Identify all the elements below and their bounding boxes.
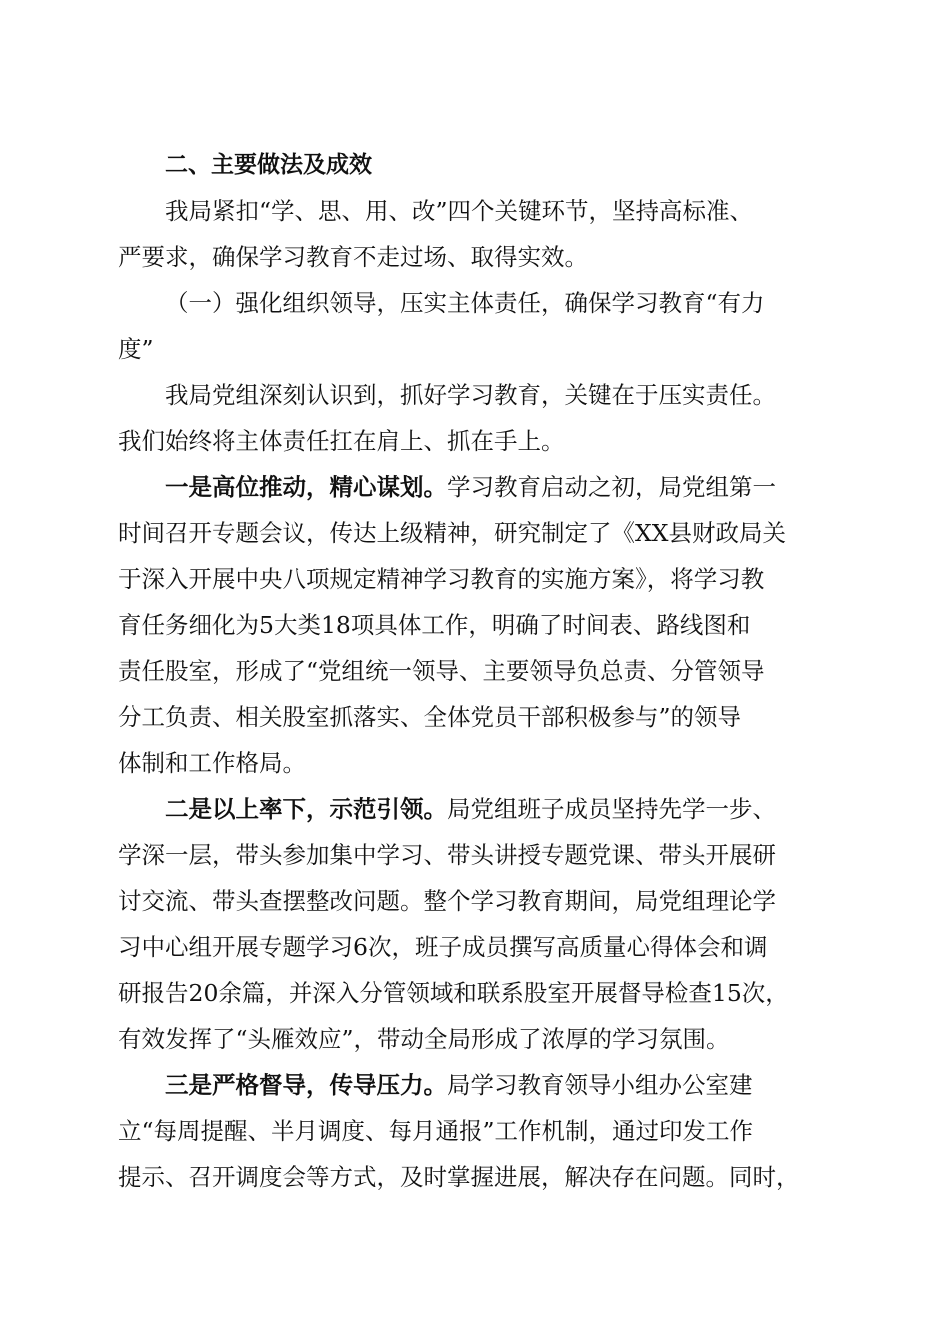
text-line: 我局党组深刻认识到，抓好学习教育，关键在于压实责任。 <box>165 381 776 409</box>
text-line: 分工负责、相关股室抓落实、全体党员干部积极参与”的领导 <box>118 703 742 731</box>
text-line: 于深入开展中央八项规定精神学习教育的实施方案》，将学习教 <box>118 565 765 593</box>
text-line <box>118 1062 830 1108</box>
text-line: （一）强化组织领导，压实主体责任，确保学习教育“有力 <box>165 289 765 317</box>
document-body <box>118 142 830 1200</box>
paragraph-supervision <box>118 1062 830 1200</box>
text-line: 度” <box>118 335 154 363</box>
text-line: 研报告20余篇，并深入分管领域和联系股室开展督导检查15次， <box>118 979 789 1007</box>
text-line: 有效发挥了“头雁效应”，带动全局形成了浓厚的学习氛围。 <box>118 1025 730 1053</box>
paragraph-high-level <box>118 464 830 786</box>
text-line: 学深一层，带头参加集中学习、带头讲授专题党课、带头开展研 <box>118 841 776 869</box>
paragraph-lead: 二是以上率下，示范引领。 <box>165 795 447 823</box>
text-line <box>118 464 830 510</box>
intro-paragraph <box>118 188 830 280</box>
paragraph-lead-by-example <box>118 786 830 1062</box>
text-line: 提示、召开调度会等方式，及时掌握进展，解决存在问题。同时， <box>118 1163 800 1191</box>
line-text: 局学习教育领导小组办公室建 <box>447 1071 753 1099</box>
paragraph-lead: 一是高位推动，精心谋划。 <box>165 473 447 501</box>
party-paragraph <box>118 372 830 464</box>
text-line <box>118 786 830 832</box>
text-line: 习中心组开展专题学习6次，班子成员撰写高质量心得体会和调 <box>118 933 768 961</box>
line-text: 学习教育启动之初，局党组第一 <box>447 473 776 501</box>
subsection-heading <box>118 280 830 372</box>
text-line: 育任务细化为5大类18项具体工作，明确了时间表、路线图和 <box>118 611 751 639</box>
line-text: 局党组班子成员坚持先学一步、 <box>447 795 776 823</box>
text-line: 讨交流、带头查摆整改问题。整个学习教育期间，局党组理论学 <box>118 887 776 915</box>
section-heading: 二、主要做法及成效 <box>165 152 372 178</box>
paragraph-lead: 三是严格督导，传导压力。 <box>165 1071 447 1099</box>
text-line: 时间召开专题会议，传达上级精神，研究制定了《XX县财政局关 <box>118 519 786 547</box>
text-line: 我们始终将主体责任扛在肩上、抓在手上。 <box>118 427 565 455</box>
text-line: 责任股室，形成了“党组统一领导、主要领导负总责、分管领导 <box>118 657 765 685</box>
text-line: 严要求，确保学习教育不走过场、取得实效。 <box>118 243 588 271</box>
text-line: 我局紧扣“学、思、用、改”四个关键环节，坚持高标准、 <box>165 197 754 225</box>
text-line: 体制和工作格局。 <box>118 749 306 777</box>
text-line: 立“每周提醒、半月调度、每月通报”工作机制，通过印发工作 <box>118 1117 754 1145</box>
